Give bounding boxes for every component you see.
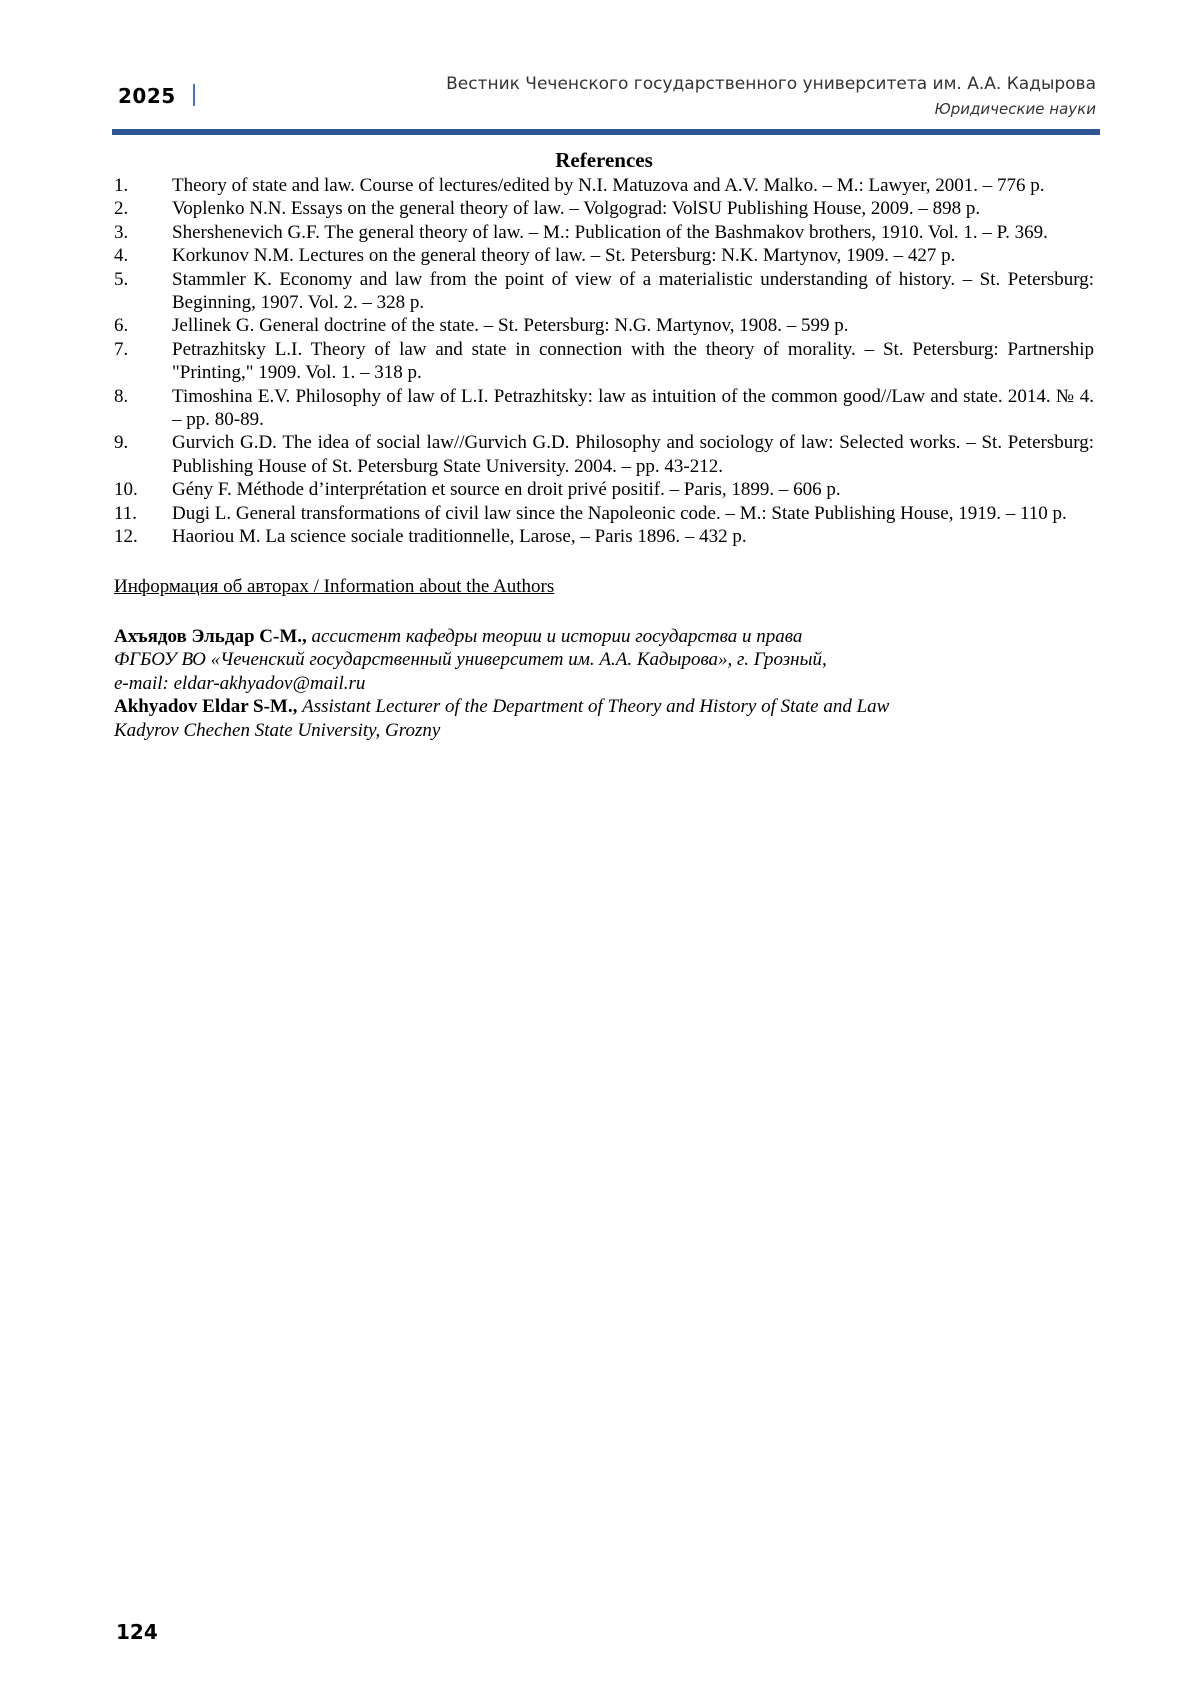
reference-text: Stammler K. Economy and law from the point of view of a materialistic understanding of history. – St. Petersburg: Beginning, 1907. Vol. 2. – 328 p. [172,269,1094,313]
author-en-position: Assistant Lecturer of the Department of Theory and History of State and Law [302,696,889,717]
journal-title: Вестник Чеченского государственного университета им. А.А. Кадырова [446,74,1096,94]
reference-number: 12. [114,525,138,548]
reference-text: Gurvich G.D. The idea of social law//Gurvich G.D. Philosophy and sociology of law: Selected works. – St. Petersburg: Publishing House of St. Petersburg State University. 2004. – pp. 43-212. [172,432,1094,476]
reference-item [114,314,1094,337]
reference-text: Haoriou M. La science sociale traditionnelle, Larose, – Paris 1896. – 432 p. [172,526,747,547]
reference-item [114,525,1094,548]
reference-text: Jellinek G. General doctrine of the state. – St. Petersburg: N.G. Martynov, 1908. – 599 p. [172,315,849,336]
references-title: References [114,146,1094,174]
reference-text: Dugi L. General transformations of civil law since the Napoleonic code. – M.: State Publishing House, 1919. – 110 p. [172,503,1067,524]
reference-item [114,338,1094,385]
author-email: e-mail: eldar-akhyadov@mail.ru [114,672,1094,695]
issue-year: 2025 [118,84,176,108]
reference-text: Shershenevich G.F. The general theory of law. – M.: Publication of the Bashmakov brothers, 1910. Vol. 1. – P. 369. [172,222,1048,243]
reference-item [114,197,1094,220]
reference-number: 10. [114,478,138,501]
reference-text: Theory of state and law. Course of lectures/edited by N.I. Matuzova and A.V. Malko. – M.: Lawyer, 2001. – 776 p. [172,175,1045,196]
author-ru-name: Ахъядов Эльдар С-М., [114,626,307,647]
reference-item [114,244,1094,267]
page-header [112,62,1100,124]
page-number: 124 [116,1620,158,1644]
author-ru-position: ассистент кафедры теории и истории государства и права [312,626,803,647]
reference-item [114,502,1094,525]
reference-item [114,268,1094,315]
header-rule [112,129,1100,135]
reference-number: 4. [114,244,128,267]
reference-item [114,174,1094,197]
author-ru-line [114,625,1094,648]
author-en-name: Akhyadov Eldar S-M., [114,696,297,717]
reference-text: Gény F. Méthode d’interprétation et source en droit privé positif. – Paris, 1899. – 606 p. [172,479,841,500]
reference-item [114,431,1094,478]
reference-number: 5. [114,268,128,291]
author-en-affiliation: Kadyrov Chechen State University, Grozny [114,719,1094,742]
reference-number: 1. [114,174,128,197]
reference-text: Timoshina E.V. Philosophy of law of L.I. Petrazhitsky: law as intuition of the common good//Law and state. 2014. № 4. – pp. 80-89. [172,386,1094,430]
reference-text: Voplenko N.N. Essays on the general theory of law. – Volgograd: VolSU Publishing House, 2009. – 898 p. [172,198,980,219]
author-en-line [114,695,1094,718]
reference-number: 6. [114,314,128,337]
reference-number: 9. [114,431,128,454]
reference-number: 8. [114,385,128,408]
reference-number: 7. [114,338,128,361]
reference-number: 3. [114,221,128,244]
author-ru-affiliation: ФГБОУ ВО «Чеченский государственный университет им. А.А. Кадырова», г. Грозный, [114,648,1094,671]
reference-number: 2. [114,197,128,220]
reference-item [114,221,1094,244]
page-content [114,146,1094,742]
journal-section: Юридические науки [935,100,1096,118]
reference-number: 11. [114,502,137,525]
reference-text: Petrazhitsky L.I. Theory of law and state in connection with the theory of morality. – St. Petersburg: Partnership "Printing," 1909. Vol. 1. – 318 p. [172,339,1094,383]
header-separator [193,84,195,106]
author-info [114,625,1094,742]
reference-item [114,478,1094,501]
authors-heading: Информация об авторах / Information about the Authors [114,575,1094,598]
reference-item [114,385,1094,432]
references-list [114,174,1094,549]
reference-text: Korkunov N.M. Lectures on the general theory of law. – St. Petersburg: N.K. Martynov, 1909. – 427 p. [172,245,955,266]
